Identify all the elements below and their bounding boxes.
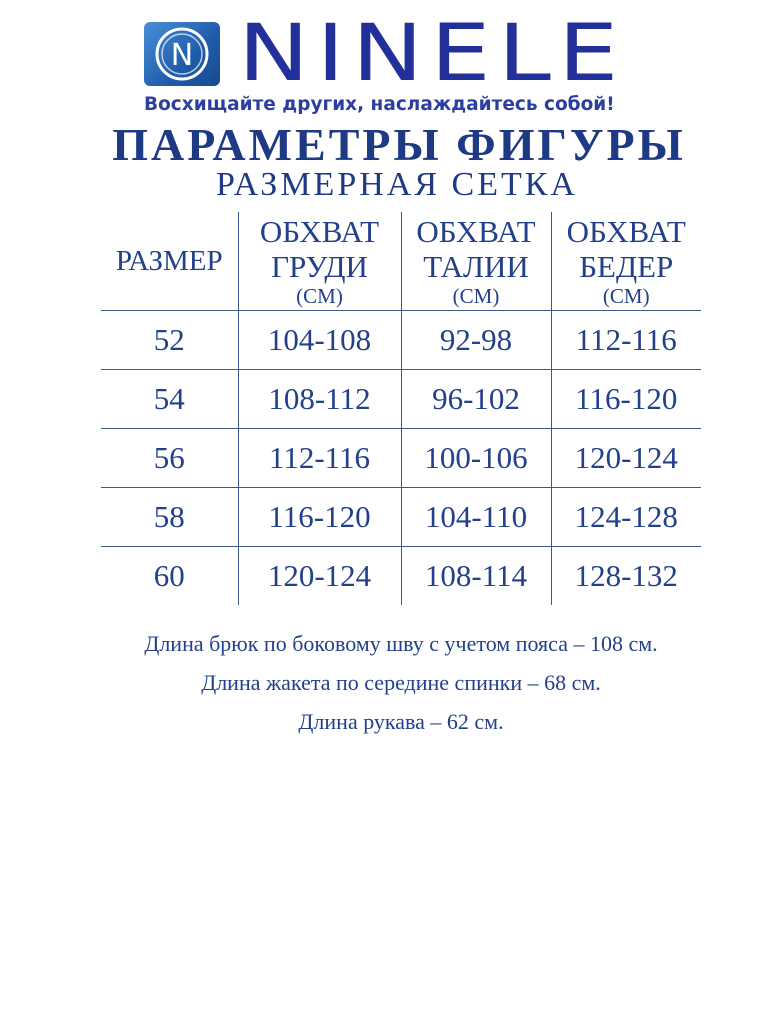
table-header-row bbox=[101, 212, 701, 311]
header-waist-line2: ТАЛИИ bbox=[423, 249, 529, 284]
ninele-n-emblem-icon bbox=[144, 22, 220, 86]
page-subtitle: РАЗМЕРНАЯ СЕТКА bbox=[216, 166, 578, 203]
header-chest-line1: ОБХВАТ bbox=[259, 214, 380, 249]
header-chest-line2: ГРУДИ bbox=[271, 249, 368, 284]
table-row bbox=[101, 547, 701, 606]
header-chest bbox=[238, 212, 401, 311]
table-row bbox=[101, 370, 701, 429]
cell-hips: 112-116 bbox=[551, 311, 701, 370]
note-sleeve-length: Длина рукава – 62 см. bbox=[298, 709, 504, 734]
header-hips-line2: БЕДЕР bbox=[579, 249, 674, 284]
header-hips bbox=[551, 212, 701, 311]
size-chart-table bbox=[101, 212, 701, 605]
brand-slogan: Восхищайте других, наслаждайтесь собой! bbox=[144, 94, 615, 115]
header-waist bbox=[401, 212, 551, 311]
measurement-notes bbox=[0, 624, 768, 741]
cell-chest: 120-124 bbox=[238, 547, 401, 606]
cell-waist: 108-114 bbox=[401, 547, 551, 606]
brand-name: NINELE bbox=[238, 9, 626, 99]
cell-hips: 128-132 bbox=[551, 547, 701, 606]
page-title: ПАРАМЕТРЫ ФИГУРЫ bbox=[112, 119, 686, 170]
logo-emblem-letter: N bbox=[170, 38, 194, 73]
header-size bbox=[101, 212, 238, 311]
cell-size: 60 bbox=[101, 547, 238, 606]
table-row bbox=[101, 429, 701, 488]
cell-chest: 108-112 bbox=[238, 370, 401, 429]
cell-chest: 116-120 bbox=[238, 488, 401, 547]
table-row bbox=[101, 311, 701, 370]
cell-hips: 124-128 bbox=[551, 488, 701, 547]
cell-waist: 96-102 bbox=[401, 370, 551, 429]
cell-size: 56 bbox=[101, 429, 238, 488]
brand-logo bbox=[140, 9, 640, 118]
cell-waist: 100-106 bbox=[401, 429, 551, 488]
header-hips-unit: (СМ) bbox=[602, 284, 650, 308]
cell-hips: 116-120 bbox=[551, 370, 701, 429]
cell-hips: 120-124 bbox=[551, 429, 701, 488]
header-waist-line1: ОБХВАТ bbox=[416, 214, 536, 249]
cell-size: 52 bbox=[101, 311, 238, 370]
header-chest-unit: (СМ) bbox=[296, 284, 343, 308]
header-waist-unit: (СМ) bbox=[452, 284, 500, 308]
note-jacket-length: Длина жакета по середине спинки – 68 см. bbox=[201, 670, 601, 695]
cell-waist: 92-98 bbox=[401, 311, 551, 370]
header-size-label: РАЗМЕР bbox=[115, 244, 223, 277]
header-hips-line1: ОБХВАТ bbox=[566, 214, 686, 249]
cell-size: 58 bbox=[101, 488, 238, 547]
cell-waist: 104-110 bbox=[401, 488, 551, 547]
cell-chest: 104-108 bbox=[238, 311, 401, 370]
cell-chest: 112-116 bbox=[238, 429, 401, 488]
table-row bbox=[101, 488, 701, 547]
cell-size: 54 bbox=[101, 370, 238, 429]
note-trouser-length: Длина брюк по боковому шву с учетом пояса – 108 см. bbox=[144, 631, 658, 656]
